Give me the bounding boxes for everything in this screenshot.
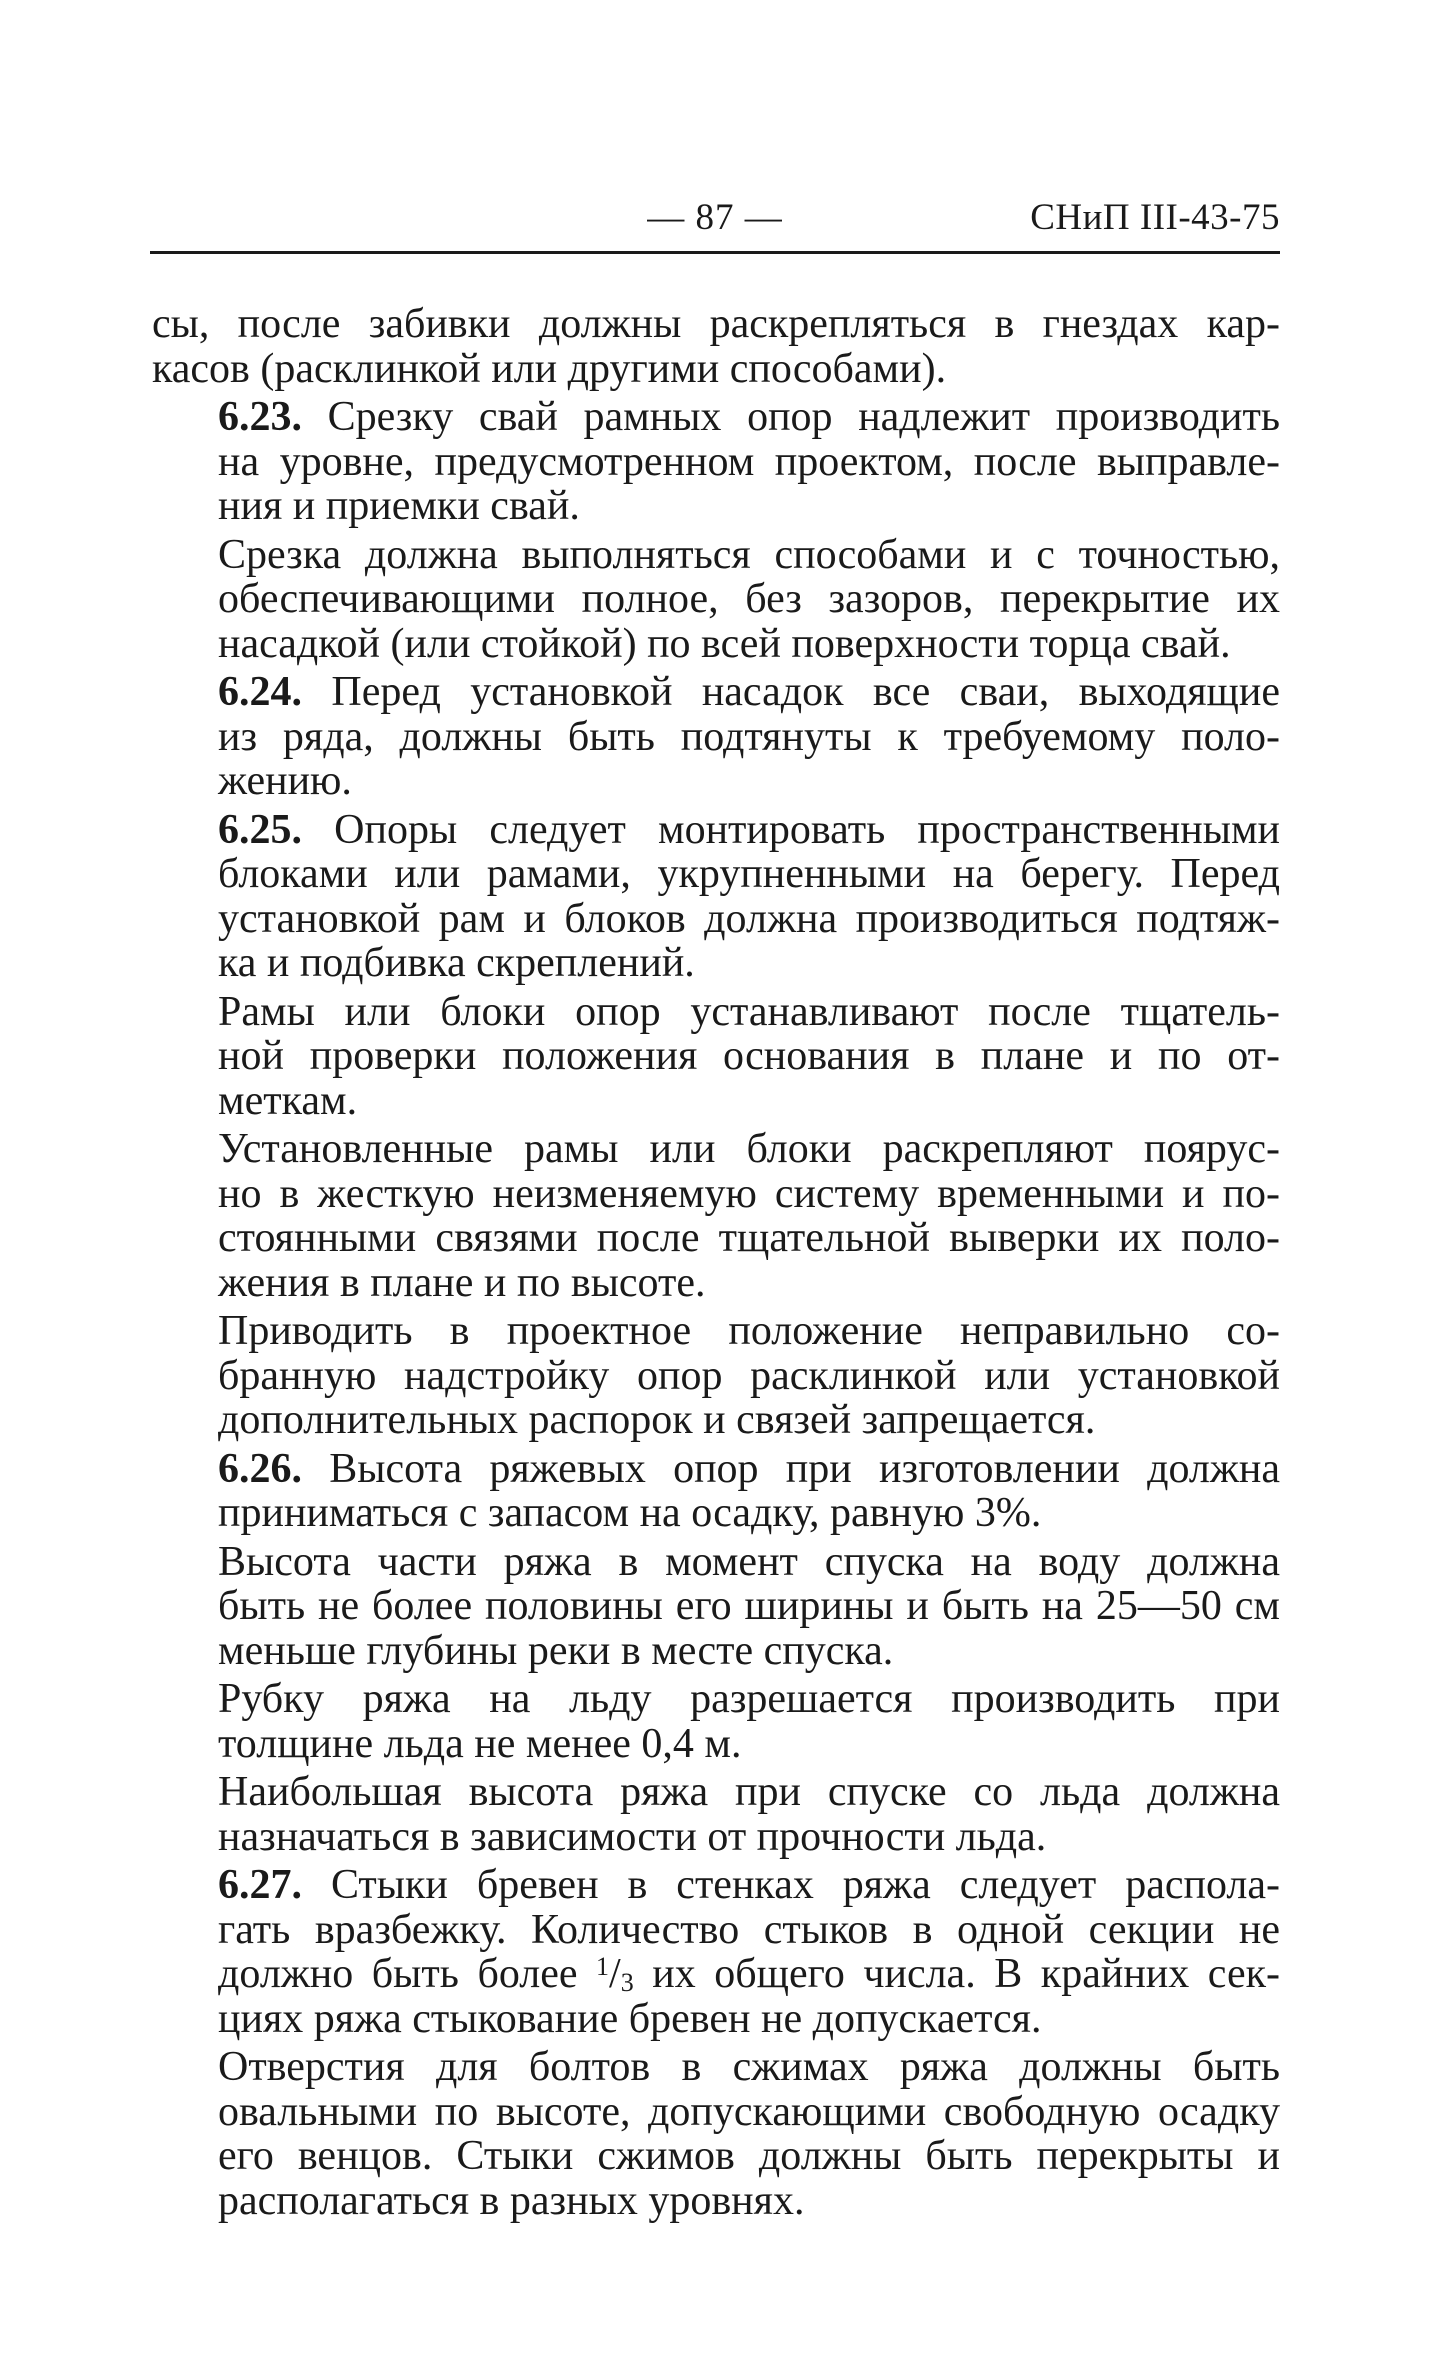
- header-rule: [150, 251, 1280, 254]
- fraction-numerator: 1: [596, 1952, 610, 1981]
- text-line: назначаться в зависимости от прочности льда.: [218, 1813, 1047, 1860]
- text-line: ка и подбивка скреплений.: [218, 940, 695, 986]
- paragraph: [152, 1770, 1280, 1859]
- text-line: Приводить в проектное положение неправильно со-: [218, 1308, 1280, 1354]
- paragraph-6-26: [152, 1447, 1280, 1536]
- paragraph: [152, 1677, 1280, 1766]
- paragraph: [152, 990, 1280, 1124]
- text-fragment: Перед установкой насадок все сваи, выходящие: [302, 669, 1280, 715]
- text-line: жения в плане и по высоте.: [218, 1259, 706, 1306]
- text-line: из ряда, должны быть подтянуты к требуемому поло-: [218, 713, 1280, 760]
- text-line: быть не более половины его ширины и быть на 25—50 см: [218, 1583, 1280, 1629]
- text-line: касов (расклинкой или другими способами).: [152, 345, 947, 392]
- text-line: циях ряжа стыкование бревен не допускается.: [218, 1995, 1042, 2042]
- text-line: Наибольшая высота ряжа при спуске со льда должна: [218, 1769, 1280, 1815]
- text-line: на уровне, предусмотренном проектом, после выправле-: [218, 438, 1280, 485]
- text-fragment: их общего числа. В крайних сек-: [652, 1951, 1280, 1997]
- paragraph-6-23: [152, 395, 1280, 529]
- text-line: Высота части ряжа в момент спуска на воду должна: [218, 1538, 1280, 1585]
- clause-number: 6.27.: [218, 1862, 302, 1908]
- paragraph: [152, 533, 1280, 667]
- text-line: толщине льда не менее 0,4 м.: [218, 1720, 742, 1767]
- text-line: установкой рам и блоков должна производиться подтяж-: [218, 895, 1280, 942]
- text-line: ной проверки положения основания в плане и по от-: [218, 1033, 1280, 1079]
- paragraph: [152, 2045, 1280, 2223]
- text-line: сы, после забивки должны раскрепляться в гнездах кар-: [152, 301, 1280, 347]
- paragraph: [152, 302, 1280, 391]
- text-fragment: Срезку свай рамных опор надлежит производить: [302, 394, 1280, 440]
- text-line: меньше глубины реки в месте спуска.: [218, 1627, 894, 1674]
- clause-number: 6.26.: [218, 1445, 302, 1492]
- document-code: СНиП III-43-75: [1030, 197, 1280, 238]
- fraction-denominator: 3: [620, 1968, 634, 1997]
- text-line: [152, 670, 1280, 715]
- clause-number: 6.23.: [218, 394, 302, 440]
- paragraph: [152, 1540, 1280, 1674]
- text-line: меткам.: [218, 1077, 358, 1124]
- page-number: — 87 —: [647, 197, 783, 238]
- text-line: жению.: [218, 758, 352, 804]
- text-line: Рубку ряжа на льду разрешается производить при: [218, 1676, 1280, 1722]
- text-line: овальными по высоте, допускающими свободную осадку: [218, 2088, 1280, 2135]
- paragraph-6-27: [152, 1863, 1280, 2041]
- paragraph: [152, 1127, 1280, 1305]
- text-line: должно быть более $^1$/3 их общего числа. В крайних сек-: [218, 1951, 1280, 1997]
- text-line: Отверстия для болтов в сжимах ряжа должны быть: [218, 2044, 1280, 2090]
- clause-number: 6.25.: [218, 806, 302, 853]
- text-fragment: должно быть более: [218, 1951, 597, 1997]
- paragraph-6-25: [152, 808, 1280, 986]
- text-line: насадкой (или стойкой) по всей поверхности торца свай.: [218, 620, 1231, 667]
- text-line: Срезка должна выполняться способами и с точностью,: [218, 531, 1280, 578]
- text-line: ния и приемки свай.: [218, 483, 580, 529]
- text-line: его венцов. Стыки сжимов должны быть перекрыты и: [218, 2133, 1280, 2179]
- paragraph: [152, 1309, 1280, 1443]
- text-line: [152, 395, 1280, 440]
- text-fragment: Стыки бревен в стенках ряжа следует распола-: [302, 1862, 1280, 1908]
- text-line: [152, 1447, 1280, 1492]
- text-line: располагаться в разных уровнях.: [218, 2177, 805, 2224]
- text-line: обеспечивающими полное, без зазоров, перекрытие их: [218, 576, 1280, 622]
- body-text: [152, 302, 1280, 2227]
- paragraph-6-24: [152, 670, 1280, 804]
- text-fragment: Опоры следует монтировать пространственными: [302, 806, 1280, 853]
- text-line: блоками или рамами, укрупненными на берегу. Перед: [218, 851, 1280, 897]
- text-line: [152, 808, 1280, 853]
- text-line: гать вразбежку. Количество стыков в одной секции не: [218, 1906, 1280, 1953]
- text-line: Рамы или блоки опор устанавливают после тщатель-: [218, 988, 1280, 1035]
- text-line: Установленные рамы или блоки раскрепляют поярус-: [218, 1126, 1280, 1172]
- text-fragment: Высота ряжевых опор при изготовлении должна: [302, 1445, 1280, 1492]
- text-line: бранную надстройку опор расклинкой или установкой: [218, 1352, 1280, 1399]
- clause-number: 6.24.: [218, 669, 302, 715]
- text-line: стоянными связями после тщательной выверки их поло-: [218, 1215, 1280, 1261]
- text-line: но в жесткую неизменяемую систему временными и по-: [218, 1170, 1280, 1217]
- text-line: [152, 1863, 1280, 1908]
- text-line: приниматься с запасом на осадку, равную 3%.: [218, 1490, 1042, 1536]
- text-line: дополнительных распорок и связей запрещается.: [218, 1397, 1096, 1443]
- page-header: [150, 196, 1280, 242]
